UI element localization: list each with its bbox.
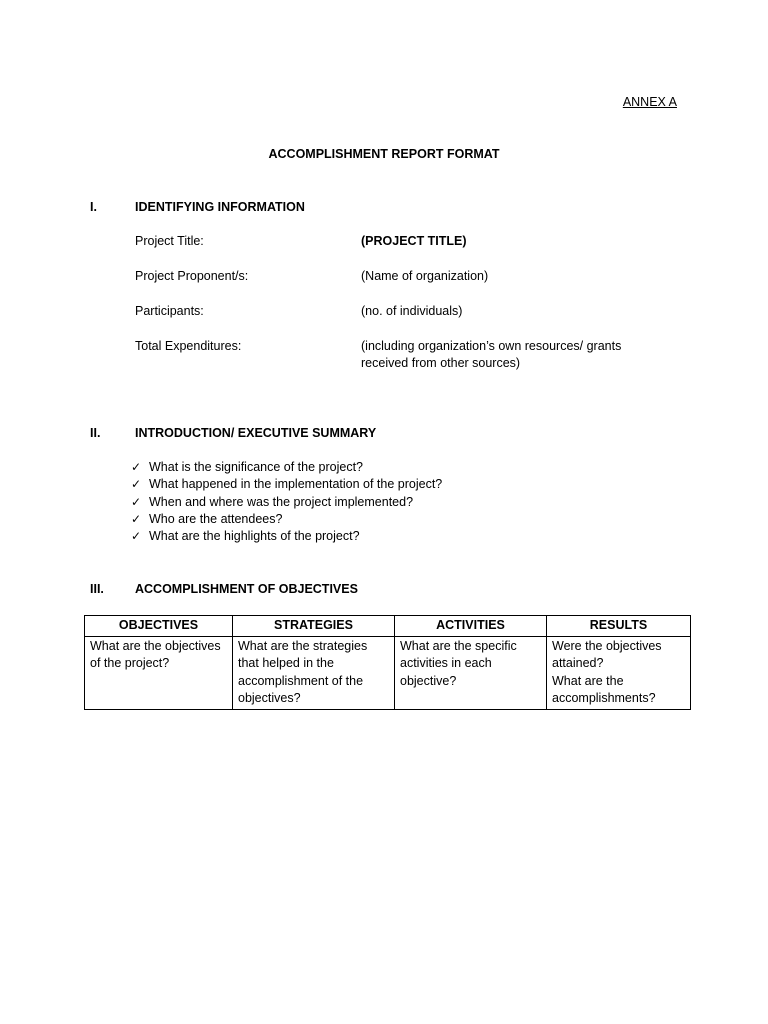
checklist-item	[131, 511, 442, 528]
document-title: ACCOMPLISHMENT REPORT FORMAT	[268, 147, 500, 161]
checklist-item	[131, 494, 442, 511]
checklist-item	[131, 459, 442, 476]
column-header-strategies: STRATEGIES	[233, 616, 395, 637]
field-label-project-title: Project Title:	[135, 234, 204, 248]
section-2-title: INTRODUCTION/ EXECUTIVE SUMMARY	[135, 426, 377, 440]
summary-checklist	[131, 459, 442, 545]
checklist-item-text: Who are the attendees?	[149, 511, 283, 526]
checklist-item	[131, 476, 442, 493]
table-row	[85, 636, 691, 709]
column-header-objectives: OBJECTIVES	[85, 616, 233, 637]
checkmark-icon: ✓	[131, 460, 142, 474]
table-header-row	[85, 616, 691, 637]
checklist-item-text: What are the highlights of the project?	[149, 529, 360, 544]
field-value-expenditures: (including organization’s own resources/ grants received from other sources)	[361, 339, 622, 370]
column-header-results: RESULTS	[547, 616, 691, 637]
column-header-activities: ACTIVITIES	[395, 616, 547, 637]
checklist-item-text: What happened in the implementation of the project?	[149, 477, 443, 492]
checklist-item-text: When and where was the project implemented?	[149, 494, 414, 509]
checkmark-icon: ✓	[131, 494, 142, 509]
field-label-proponent: Project Proponent/s:	[135, 269, 249, 283]
field-label-expenditures: Total Expenditures:	[135, 339, 242, 353]
checklist-item	[131, 528, 442, 545]
checkmark-icon: ✓	[131, 529, 142, 544]
field-label-participants: Participants:	[135, 304, 204, 318]
section-1-title: IDENTIFYING INFORMATION	[135, 200, 305, 214]
table-cell-results: Were the objectives attained? What are the accomplishments?	[547, 636, 691, 709]
annex-label: ANNEX A	[622, 95, 677, 109]
checklist-item-text: What is the significance of the project?	[149, 460, 364, 474]
objectives-table	[84, 615, 691, 710]
field-value-participants: (no. of individuals)	[361, 304, 463, 318]
table-cell-strategies: What are the strategies that helped in the accomplishment of the objectives?	[233, 636, 395, 709]
table-cell-activities: What are the specific activities in each objective?	[395, 636, 547, 709]
checkmark-icon: ✓	[131, 511, 142, 526]
field-value-proponent: (Name of organization)	[361, 269, 489, 283]
section-3-number: III.	[90, 582, 104, 596]
field-value-project-title: (PROJECT TITLE)	[361, 234, 467, 248]
section-3-title: ACCOMPLISHMENT OF OBJECTIVES	[135, 582, 358, 596]
section-1-number: I.	[90, 200, 97, 214]
checkmark-icon: ✓	[131, 477, 142, 492]
table-cell-objectives: What are the objectives of the project?	[85, 636, 233, 709]
section-2-number: II.	[90, 426, 101, 440]
